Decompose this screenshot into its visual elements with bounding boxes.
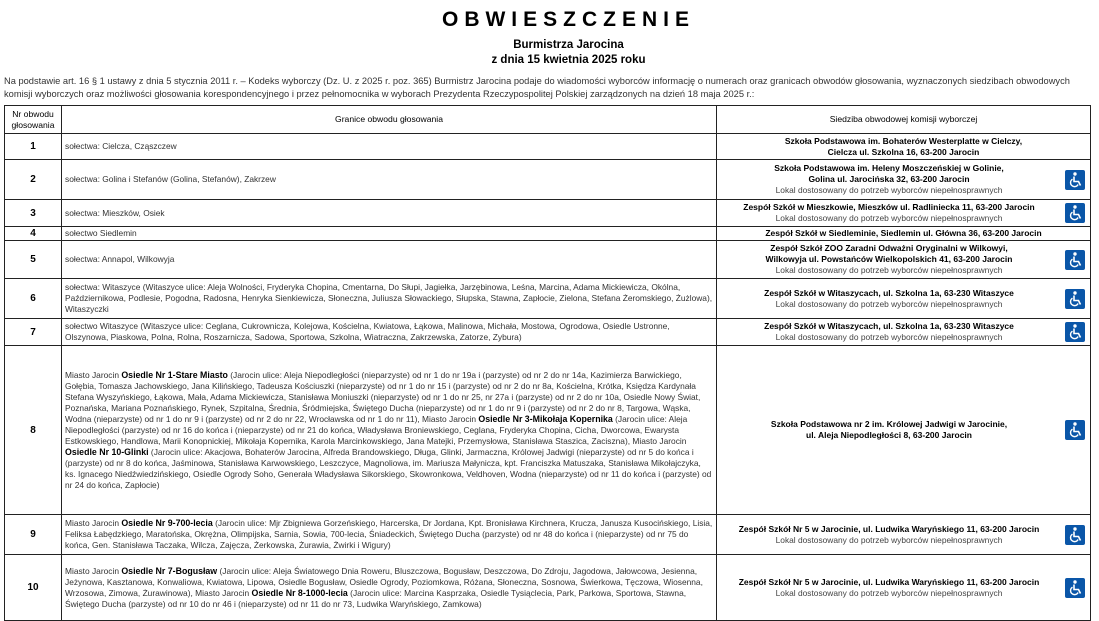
district-boundaries: sołectwa: Golina i Stefanów (Golina, Stefanów), Zakrzew	[62, 160, 717, 200]
wheelchair-icon	[1065, 525, 1085, 545]
wheelchair-icon	[1065, 203, 1085, 223]
col-header-siedziba: Siedziba obwodowej komisji wyborczej	[717, 106, 1091, 134]
wheelchair-icon	[1065, 170, 1085, 190]
district-name: Osiedle Nr 3-Mikołaja Kopernika	[478, 413, 613, 424]
commission-seat: Zespół Szkół w Witaszycach, ul. Szkolna 1a, 63-230 Witaszyce Lokal dostosowany do potrzeb wyborców niepełnosprawnych	[717, 279, 1091, 319]
district-number: 1	[5, 134, 62, 160]
district-name: Osiedle Nr 9-700-lecia	[121, 518, 213, 528]
commission-seat: Zespół Szkół w Witaszycach, ul. Szkolna 1a, 63-230 Witaszyce Lokal dostosowany do potrzeb wyborców niepełnosprawnych	[717, 319, 1091, 346]
district-name: Osiedle Nr 1-Stare Miasto	[121, 369, 228, 380]
district-boundaries: sołectwa: Annapol, Wilkowyja	[62, 241, 717, 279]
table-row	[5, 319, 1091, 346]
table-row	[5, 279, 1091, 319]
district-boundaries: sołectwa: Cielcza, Cząszczew	[62, 134, 717, 160]
district-number: 8	[5, 346, 62, 515]
issuer: Burmistrza Jarocina	[513, 39, 624, 51]
col-header-nr: Nr obwodu głosowania	[5, 106, 62, 134]
commission-seat: Zespół Szkół w Siedleminie, Siedlemin ul. Główna 36, 63-200 Jarocin	[717, 227, 1091, 241]
table-row	[5, 555, 1091, 621]
wheelchair-icon	[1065, 578, 1085, 598]
intro-paragraph: Na podstawie art. 16 § 1 ustawy z dnia 5 stycznia 2011 r. – Kodeks wyborczy (Dz. U. z 2025 r. poz. 365) Burmistrz Jarocina podaje do wiadomości wyborców informację o numerach oraz granicach obwodów głosowania, wyznaczonych siedzibach obwodowych komisji wyborczych oraz możliwości głosowania korespondencyjnego i przez pełnomocnika w wyborach Prezydenta Rzeczypospolitej Polskiej zarządzonych na dzień 18 maja 2025 r.:	[4, 76, 1070, 99]
wheelchair-icon	[1065, 322, 1085, 342]
wheelchair-icon	[1065, 289, 1085, 309]
district-number: 6	[5, 279, 62, 319]
table-row	[5, 134, 1091, 160]
district-name: Osiedle Nr 8-1000-lecia	[251, 587, 348, 598]
commission-seat: Szkoła Podstawowa im. Heleny Moszczeńskiej w Golinie, Golina ul. Jarocińska 32, 63-200 Jarocin Lokal dostosowany do potrzeb wyborców niepełnosprawnych	[717, 160, 1091, 200]
district-name: Osiedle Nr 10-Glinki	[65, 446, 149, 457]
district-number: 2	[5, 160, 62, 200]
table-row	[5, 515, 1091, 555]
wheelchair-icon	[1065, 250, 1085, 270]
district-boundaries: sołectwo Siedlemin	[62, 227, 717, 241]
commission-seat: Zespół Szkół Nr 5 w Jarocinie, ul. Ludwika Waryńskiego 11, 63-200 Jarocin Lokal dostosowany do potrzeb wyborców niepełnosprawnych	[717, 515, 1091, 555]
commission-seat: Szkoła Podstawowa nr 2 im. Królowej Jadwigi w Jarocinie, ul. Aleja Niepodległości 8, 63-200 Jarocin	[717, 346, 1091, 515]
district-number: 4	[5, 227, 62, 241]
district-boundaries: Miasto Jarocin Osiedle Nr 7-Bogusław (Jarocin ulice: Aleja Światowego Dnia Roweru, Bluszczowa, Bogusław, Deszczowa, Do Zdroju, Jagodowa, Jałowcowa, Jesienna, Jeżynowa, Kasztanowa, Konwaliowa, Kwiatowa, Lipowa, Osiedle Bogusław, Osiedle Ogrody, Poziomkowa, Różana, Słoneczna, Sosnowa, Świerkowa, Tęczowa, Wiosenna, Wrzosowa, Zimowa, Żurawinowa), Miasto Jarocin Osiedle Nr 8-1000-lecia (Jarocin ulice: Marcina Kasprzaka, Osiedle Tysiąclecia, Park, Parkowa, Sportowa, Stawna, Świętego Ducha (parzyste) od nr 10 do nr 46 i (nieparzyste) od nr 11 do nr 73, Ludwika Waryńskiego, Zamkowa)	[62, 555, 717, 621]
district-number: 9	[5, 515, 62, 555]
district-boundaries: Miasto Jarocin Osiedle Nr 1-Stare Miasto (Jarocin ulice: Aleja Niepodległości (nieparzyste) od nr 1 do nr 19a i (parzyste) od nr 2 do nr 14a, Kazimierza Barwickiego, Gołębia, Tomasza Jachowskiego, Jana Kilińskiego, Tadeusza Kościuszki (nieparzyste) od nr 1 do nr 15 i (parzyste) od nr 2 do nr 8a, Kościelna, Krótka, Księdza Kardynała Stefana Wyszyńskiego, Łąkowa, Mała, Adama Mickiewicza, Stanisława Moniuszki (nieparzyste) od nr 1 do nr 25, nr 27a i (parzyste) od nr 2 do nr 10a, Osiedle Nowy Świat, Poznańska, Mariana Poznańskiego, Rynek, Szpitalna, Średnia, Śródmiejska, Świętego Ducha (nieparzyste) od nr 1 do nr 9 i (parzyste) od nr 2 do nr 8, Targowa, Wąska, Wodna (nieparzyste) od nr 1 do nr 9 i (parzyste) od nr 2 do nr 22, Wrocławska od nr 1 do nr 11), Miasto Jarocin Osiedle Nr 3-Mikołaja Kopernika (Jarocin ulice: Aleja Niepodległości (parzyste) od nr 16 do końca i (nieparzyste) od nr 21 do końca, Władysława Broniewskiego, Ceglana, Fryderyka Chopina, Cicha, Dworcowa, Ewarysta Estkowskiego, Handlowa, Marii Konopnickiej, Mikołaja Kopernika, Karola Marcinkowskiego, Jana Matejki, Przemysłowa, Stanisława Staszica, Zaciszna), Miasto Jarocin Osiedle Nr 10-Glinki (Jarocin ulice: Akacjowa, Bohaterów Jarocina, Alfreda Brandowskiego, Długa, Glinki, Jarmaczna, Królowej Jadwigi (nieparzyste) od nr 5 do końca i (parzyste) od nr 8 do końca, Jaśminowa, Stanisława Karwowskiego, Leszczyce, Magnoliowa, im. Mariusza Małynicza, kpt. Franciszka Matuszaka, Stanisława Mikołajczyka, ks. Ignacego Niedźwiedzińskiego, Osiedle Ogrody Soho, Generała Władysława Sikorskiego, Skowronkowa, Veldhoven, Wodna (nieparzyste) od nr 11 do końca i (parzyste) od nr 24 do końca, Zapłocie)	[62, 346, 717, 515]
district-boundaries: Miasto Jarocin Osiedle Nr 9-700-lecia (Jarocin ulice: Mjr Zbigniewa Gorzeńskiego, Harcerska, Dr Jordana, Kpt. Bronisława Kirchnera, Krucza, Janusza Kusocińskiego, Lisia, Feliksa Łabędzkiego, Maratońska, Okrężna, Olimpijska, Sarnia, Sowia, 700-lecia, Śniadeckich, Świętego Ducha (parzyste) od nr 48 do końca i (nieparzyste) od nr 75 do końca, Gen. Stanisława Taczaka, Wilcza, Zajęcza, Żerkowska, Żurawia, Żwirki i Wigury)	[62, 515, 717, 555]
district-boundaries: sołectwa: Mieszków, Osiek	[62, 200, 717, 227]
col-header-granice: Granice obwodu głosowania	[62, 106, 717, 134]
district-number: 5	[5, 241, 62, 279]
commission-seat: Szkoła Podstawowa im. Bohaterów Westerplatte w Cielczy, Cielcza ul. Szkolna 16, 63-200 Jarocin	[717, 134, 1091, 160]
issue-date: z dnia 15 kwietnia 2025 roku	[491, 54, 646, 66]
district-number: 7	[5, 319, 62, 346]
districts-table	[4, 105, 1091, 621]
district-boundaries: sołectwa: Witaszyce (Witaszyce ulice: Aleja Wolności, Fryderyka Chopina, Cmentarna, Do Słupi, Jagiełka, Jarzębinowa, Leśna, Marcina, Adama Mickiewicza, Okólna, Październikowa, Podlesie, Pogodna, Radosna, Henryka Sienkiewicza, Słoneczna, Juliusza Słowackiego, Słupska, Stawna, Zapłocie, Zielona, Stefana Żeromskiego, Żużlowa), Witaszyczki	[62, 279, 717, 319]
district-boundaries: sołectwo Witaszyce (Witaszyce ulice: Ceglana, Cukrownicza, Kolejowa, Kościelna, Kwiatowa, Łąkowa, Malinowa, Michała, Mostowa, Ogrodowa, Osiedle Ustronne, Olszynowa, Piaskowa, Polna, Rolna, Roszarnicza, Sadowa, Sportowa, Szkolna, Wiatraczna, Zakrzewska, Zatorze, Zyburа)	[62, 319, 717, 346]
table-row	[5, 241, 1091, 279]
page-title: OBWIESZCZENIE	[441, 8, 695, 31]
commission-seat: Zespół Szkół Nr 5 w Jarocinie, ul. Ludwika Waryńskiego 11, 63-200 Jarocin Lokal dostosowany do potrzeb wyborców niepełnosprawnych	[717, 555, 1091, 621]
table-row	[5, 227, 1091, 241]
table-row	[5, 160, 1091, 200]
district-name: Osiedle Nr 7-Bogusław	[121, 565, 218, 576]
wheelchair-icon	[1065, 420, 1085, 440]
commission-seat: Zespół Szkół ZOO Zaradni Odważni Oryginalni w Wilkowyi, Wilkowyja ul. Powstańców Wielkopolskich 41, 63-200 Jarocin Lokal dostosowany do potrzeb wyborców niepełnosprawnych	[717, 241, 1091, 279]
district-number: 10	[5, 555, 62, 621]
table-row	[5, 200, 1091, 227]
table-row	[5, 346, 1091, 515]
district-number: 3	[5, 200, 62, 227]
commission-seat: Zespół Szkół w Mieszkowie, Mieszków ul. Radliniecka 11, 63-200 Jarocin Lokal dostosowany do potrzeb wyborców niepełnosprawnych	[717, 200, 1091, 227]
